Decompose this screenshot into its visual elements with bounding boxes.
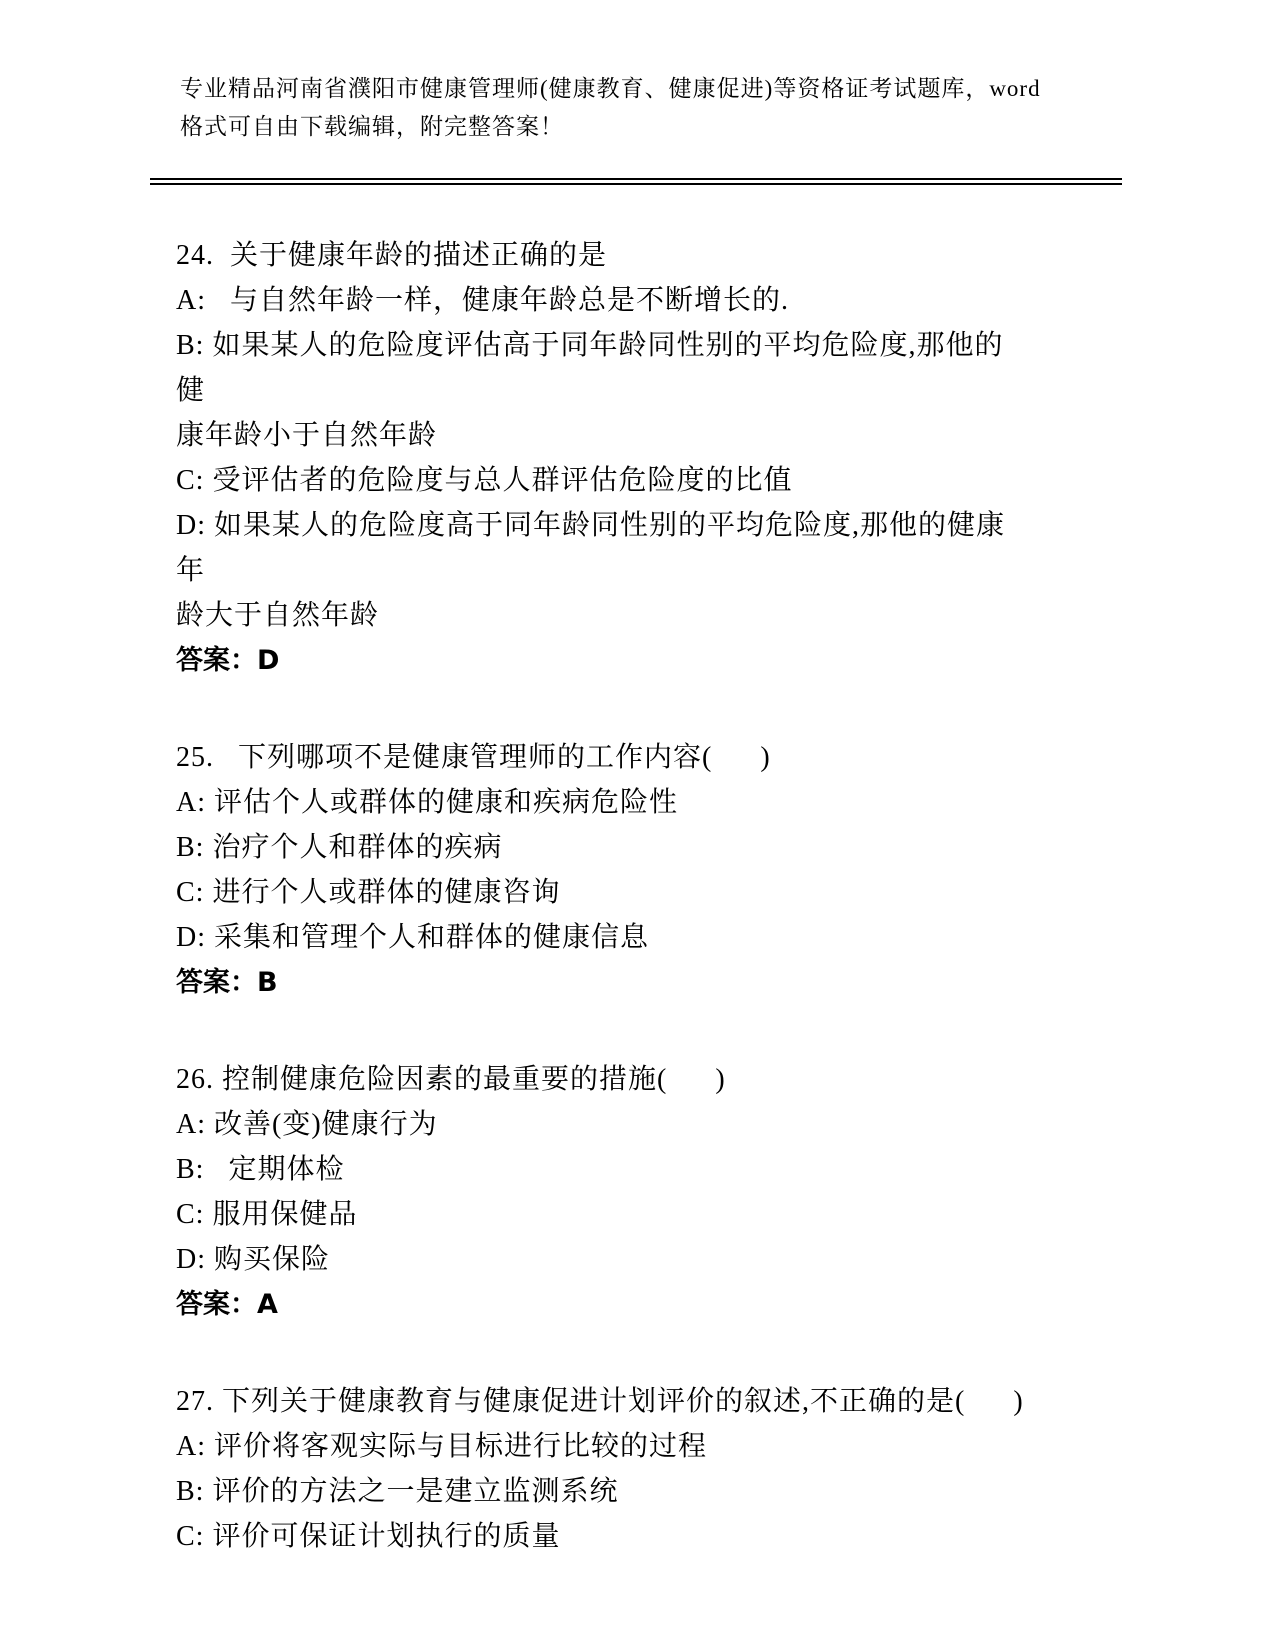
option-b-line: B: 如果某人的危险度评估高于同年龄同性别的平均危险度,那他的健 [176,330,1004,406]
answer-line: 答案：A [176,1289,278,1320]
header-line-1: 专业精品河南省濮阳市健康管理师(健康教育、健康促进)等资格证考试题库，word [180,76,1041,101]
question-24 [176,233,1026,683]
option-a-line: A: 评估个人或群体的健康和疾病危险性 [176,787,679,818]
option-d-wrap-line: 龄大于自然年龄 [176,600,380,631]
question-title: 25. 下列哪项不是健康管理师的工作内容( ) [176,742,771,773]
option-d-line: D: 购买保险 [176,1244,331,1275]
option-a-line: A: 评价将客观实际与目标进行比较的过程 [176,1431,708,1462]
question-26 [176,1057,1026,1327]
header-divider-double-rule [150,178,1122,185]
question-title: 26. 控制健康危险因素的最重要的措施( ) [176,1064,726,1095]
option-c-line: C: 受评估者的危险度与总人群评估危险度的比值 [176,465,793,496]
option-c-line: C: 进行个人或群体的健康咨询 [176,877,561,908]
option-c-line: C: 服用保健品 [176,1199,358,1230]
option-a-line: A: 改善(变)健康行为 [176,1109,438,1140]
answer-line: 答案：B [176,967,278,998]
option-a-line: A: 与自然年龄一样，健康年龄总是不断增长的. [176,285,790,316]
answer-line: 答案：D [176,645,280,676]
option-d-line: D: 采集和管理个人和群体的健康信息 [176,922,650,953]
option-b-line: B: 定期体检 [176,1154,345,1185]
option-c-line: C: 评价可保证计划执行的质量 [176,1521,561,1552]
page-header [180,70,1080,146]
question-27 [176,1379,1026,1559]
question-title: 24. 关于健康年龄的描述正确的是 [176,240,608,271]
question-title: 27. 下列关于健康教育与健康促进计划评价的叙述,不正确的是( ) [176,1386,1024,1417]
option-b-wrap-line: 康年龄小于自然年龄 [176,420,438,451]
question-25 [176,735,1026,1005]
option-d-line: D: 如果某人的危险度高于同年龄同性别的平均危险度,那他的健康年 [176,510,1006,586]
questions-list [176,233,1026,1611]
option-b-line: B: 评价的方法之一是建立监测系统 [176,1476,619,1507]
option-b-line: B: 治疗个人和群体的疾病 [176,832,503,863]
header-line-2: 格式可自由下载编辑，附完整答案！ [180,114,564,139]
